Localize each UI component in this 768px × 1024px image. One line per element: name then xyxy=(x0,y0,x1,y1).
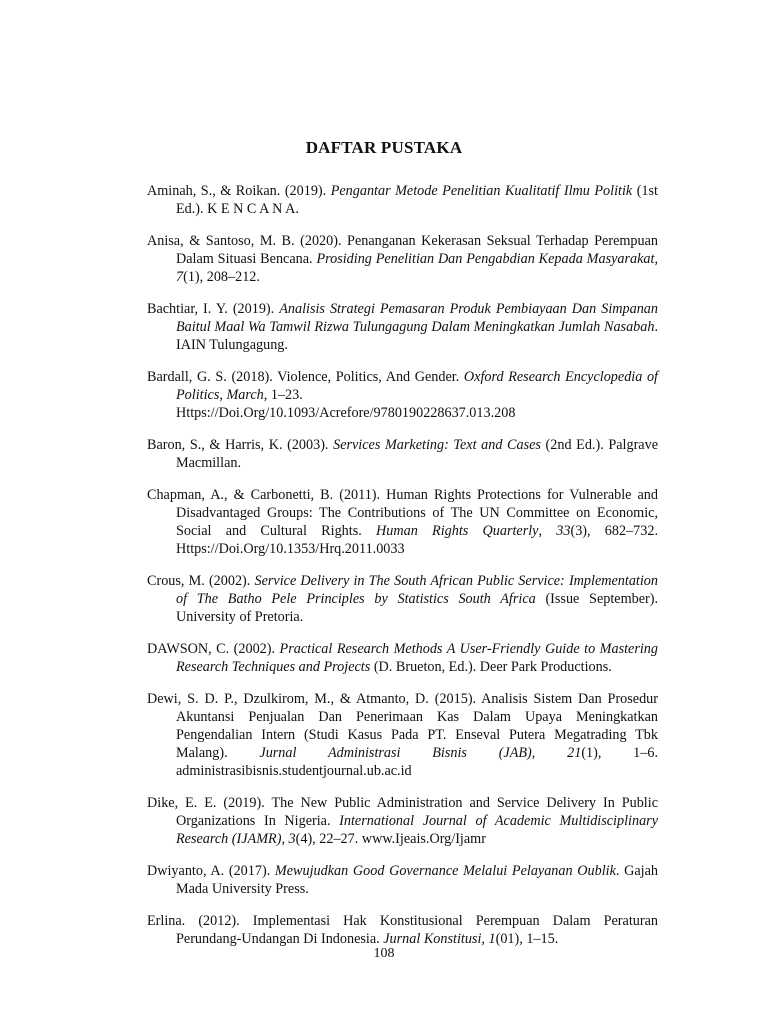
reference-entry-dike: Dike, E. E. (2019). The New Public Administration and Service Delivery In Public Organizations In Nigeria. International Journal of Academic Multidisciplinary Research (IJAMR), 3(4), 22–27. www.Ijeais.Org/Ijamr xyxy=(147,795,658,847)
reference-entry-dawson: DAWSON, C. (2002). Practical Research Methods A User-Friendly Guide to Mastering Research Techniques and Projects (D. Brueton, Ed.). Deer Park Productions. xyxy=(147,641,658,675)
reference-entry-bachtiar: Bachtiar, I. Y. (2019). Analisis Strategi Pemasaran Produk Pembiayaan Dan Simpanan Baitul Maal Wa Tamwil Rizwa Tulungagung Dalam Meningkatkan Jumlah Nasabah. IAIN Tulungagung. xyxy=(147,301,658,353)
reference-entry-anisa: Anisa, & Santoso, M. B. (2020). Penanganan Kekerasan Seksual Terhadap Perempuan Dalam Situasi Bencana. Prosiding Penelitian Dan Pengabdian Kepada Masyarakat, 7(1), 208–212. xyxy=(147,233,658,285)
reference-entry-dewi: Dewi, S. D. P., Dzulkirom, M., & Atmanto, D. (2015). Analisis Sistem Dan Prosedur Akuntansi Penjualan Dan Penerimaan Kas Dalam Upaya Meningkatkan Pengendalian Intern (Studi Kasus Pada PT. Enseval Putera Megatrading Tbk Malang). Jurnal Administrasi Bisnis (JAB), 21(1), 1–6. administrasibisnis.studentjournal.ub.ac.id xyxy=(147,691,659,779)
reference-entry-bardall: Bardall, G. S. (2018). Violence, Politics, And Gender. Oxford Research Encyclopedia of Politics, March, 1–23. Https://Doi.Org/10.1093/Acrefore/9780190228637.013.208 xyxy=(147,369,658,421)
reference-entry-chapman: Chapman, A., & Carbonetti, B. (2011). Human Rights Protections for Vulnerable and Disadvantaged Groups: The Contributions of The UN Committee on Economic, Social and Cultural Rights. Human Rights Quarterly, 33(3), 682–732. Https://Doi.Org/10.1353/Hrq.2011.0033 xyxy=(147,487,659,557)
reference-entry-baron: Baron, S., & Harris, K. (2003). Services Marketing: Text and Cases (2nd Ed.). Palgrave Macmillan. xyxy=(147,437,658,471)
page-title: DAFTAR PUSTAKA xyxy=(305,138,463,157)
reference-list xyxy=(147,182,658,962)
reference-entry-aminah: Aminah, S., & Roikan. (2019). Pengantar Metode Penelitian Kualitatif Ilmu Politik (1st Ed.). K E N C A N A. xyxy=(147,183,658,217)
reference-entry-crous: Crous, M. (2002). Service Delivery in The South African Public Service: Implementation of The Batho Pele Principles by Statistics South Africa (Issue September). University of Pretoria. xyxy=(147,573,659,625)
reference-entry-dwiyanto: Dwiyanto, A. (2017). Mewujudkan Good Governance Melalui Pelayanan Oublik. Gajah Mada University Press. xyxy=(147,863,658,897)
page-number: 108 xyxy=(373,946,395,961)
reference-entry-erlina: Erlina. (2012). Implementasi Hak Konstitusional Perempuan Dalam Peraturan Perundang-Undangan Di Indonesia. Jurnal Konstitusi, 1(01), 1–15. xyxy=(147,913,658,947)
